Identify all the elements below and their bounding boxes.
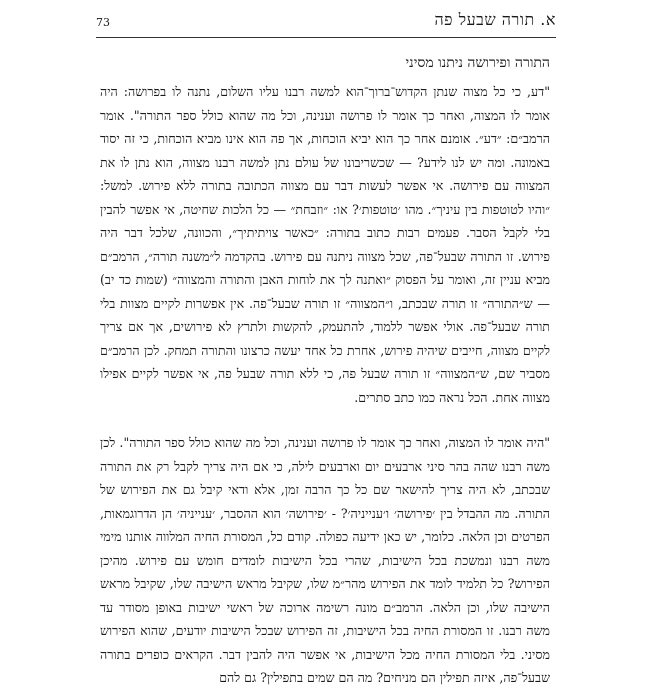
running-head: א. תורה שבעל פה [434,10,556,29]
page-header [96,10,556,40]
header-rule [96,37,556,38]
page-number: 73 [96,16,110,29]
paragraph-text: "היה אומר לו המצוה, ואחר כך אומר לו פרושה וענינה, וכל מה שהוא כולל ספר התורה". לכן משה רבנו שהה בהר סיני ארבעים יום וארבעים לילה, כי אם היה צריך לקבל רק את התורה שבכתב, לא היה צריך להישאר שם כל כך הרבה זמן, אלא ודאי קיבל גם את הפירוש של התורה. מה ההבדל בין ׳פירושה׳ ו׳ענייניה׳? - ׳פירושה׳ הוא ההסבר, ׳ענייניה׳ הן הדרוגמאות, הפרטים וכן הלאה. כלומר, יש כאן ידיעה כפולה. קודם כל, המסורת החיה המלווה אותנו מימי משה רבנו ונמשכת בכל הישיבות, שהרי בכל הישיבות לומדים חומש עם פירוש. מהיכן הפירוש? כל תלמיד לומד את הפירוש מהר״מ שלו, שקיבל מראש הישיבה שלו, שקיבל מראש הישיבה שלו, וכן הלאה. הרמב״ם מונה רשימה ארוכה של ראשי ישיבות באופן מסודר עד משה רבנו. זו המסורת החיה בכל הישיבות, זה הפירוש שבכל הישיבות יודעים, שהוא הפירוש מסיני. בלי המסורת החיה מכל הישיבות, אי אפשר היה להבין דבר. הקראים כופרים בתורה שבעל־פה, איזה תפילין הם מניחים? מה הם שמים בתפילין? גם להם [100,435,550,685]
body-paragraph-2 [100,431,550,690]
section-title: התורה ופירושה ניתנו מסיני [405,55,550,71]
paragraph-text: "דע, כי כל מצוה שנתן הקדוש־ברוך־הוא למשה רבנו עליו השלום, נתנה לו בפרושה: היה אומר לו המצוה, ואחר כך אומר לו פרושה וענינה, וכל מה שהוא כולל ספר התורה". אומר הרמב״ם: ״דע״. אומנם אחר כך הוא יביא הוכחות, אך פה הוא אינו מביא הוכחות, כי זה יסוד באמונה. ומה יש לנו לידע? — שכשריבונו של עולם נתן למשה רבנו מצווה, הוא נתן לו את המצווה עם פירושה. אי אפשר לעשות דבר עם מצווה הכתובה בתורה ללא פירוש. למשל: ״והיו לטוטפות בין עיניך״. מהו ׳טוטפות׳? או: ״וזבחת״ — כל הלכות שחיטה, אי אפשר להבין בלי לקבל הסבר. פעמים רבות כתוב בתורה: ״כאשר צויתיתיך״, והכוונה, שלכל דבר היה פירוש. זו התורה שבעל־פה, שכל מצווה ניתנה עם פירוש. בהקדמה ל״משנה תורה״, הרמב״ם מביא עניין זה, ואומר על הפסוק ״ואתנה לך את לוחות האבן והתורה והמצווה״ (שמות כד יב) — ש״התורה״ זו תורה שבכתב, ו״המצווה״ זו תורה שבעל־פה. אין אפשרות לקיים מצוות בלי תורה שבעל־פה. אולי אפשר ללמוד, להתעמק, להקשות ולתרץ לא פירושים, אך אם צריך לקיים מצווה, חייבים שיהיה פירוש, אחרת כל אחד יעשה כרצונו והתורה תמחק. לכן הרמב״ם מסביר שם, ש״המצווה״ זו תורה שבעל פה, כי ללא תורה שבעל פה, אי אפשר לקיים אפילו מצווה אחת. הכל נראה כמו כתב סתרים. [100,84,550,405]
body-paragraph-1 [100,80,550,409]
